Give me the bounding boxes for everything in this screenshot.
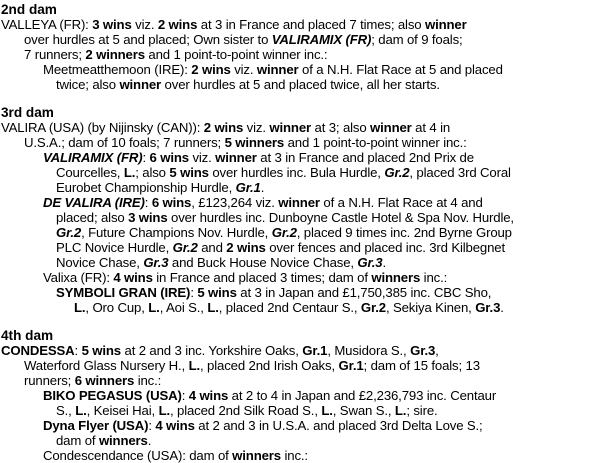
text-line [1, 17, 467, 32]
emphasis-run: Gr.2 [271, 225, 297, 240]
emphasis-run: 5 winners [224, 135, 285, 150]
text-run: U.S.A.; dam of 10 foals; 7 runners; [24, 135, 225, 150]
text-line [56, 210, 514, 225]
emphasis-run: winners [232, 448, 281, 463]
emphasis-run: winner [269, 120, 311, 135]
emphasis-run: winner [370, 120, 412, 135]
text-line [43, 418, 483, 433]
text-run: : [142, 150, 150, 165]
emphasis-run: Gr.1 [338, 358, 364, 373]
text-run: Novice Chase, [56, 255, 144, 270]
text-run: , Sekiya Kinen, [385, 300, 476, 315]
text-run: over hurdles at 5 and placed twice, all her starts. [161, 77, 440, 92]
text-line [56, 225, 512, 240]
text-run: ; also [135, 165, 170, 180]
emphasis-run: Gr.1 [235, 180, 261, 195]
text-run: inc.: [134, 373, 162, 388]
text-run: . [260, 180, 265, 195]
emphasis-run: Gr.1 [302, 343, 328, 358]
text-run: : [74, 343, 82, 358]
emphasis-run: 6 wins [151, 195, 192, 210]
text-line [1, 120, 450, 135]
text-run: inc.: [280, 448, 308, 463]
text-run: over hurdles inc. Bula Hurdle, [208, 165, 385, 180]
text-run: of a N.H. Flat Race at 5 and placed [298, 62, 503, 77]
text-line [43, 388, 496, 403]
section-heading: 4th dam [1, 328, 54, 343]
text-run: Waterford Glass Nursery H., [24, 358, 189, 373]
text-run: , placed 9 times inc. 2nd Byrne Group [296, 225, 512, 240]
text-line [56, 403, 438, 418]
emphasis-run: 3 wins [128, 210, 168, 225]
text-run: , [435, 343, 439, 358]
emphasis-run: winner [278, 195, 320, 210]
text-run: , Future Champions Nov. Hurdle, [81, 225, 272, 240]
emphasis-run: 5 wins [169, 165, 209, 180]
emphasis-run: VALIRAMIX (FR) [43, 150, 143, 165]
text-run: and Buck House Novice Chase, [168, 255, 358, 270]
text-run: VALIRA (USA) (by Nijinsky (CAN)): [1, 120, 204, 135]
emphasis-run: 5 wins [81, 343, 121, 358]
text-line [43, 62, 503, 77]
text-run: Condescendance (USA): dam of [43, 448, 233, 463]
text-line [43, 150, 474, 165]
emphasis-run: CONDESSA [1, 343, 75, 358]
text-run: twice; also [56, 77, 120, 92]
text-run: viz. [230, 62, 257, 77]
text-line [43, 195, 483, 210]
text-run: at 4 in [411, 120, 451, 135]
emphasis-run: Gr.2 [384, 165, 410, 180]
text-run: over hurdles inc. Dunboyne Castle Hotel & Spa Nov. Hurdle, [167, 210, 514, 225]
emphasis-run: 4 wins [113, 270, 153, 285]
emphasis-run: L. [148, 300, 160, 315]
text-run: inc.: [420, 270, 448, 285]
text-run: of a N.H. Flat Race at 4 and [319, 195, 483, 210]
text-line [1, 343, 439, 358]
text-line [43, 270, 447, 285]
emphasis-run: 3 wins [92, 17, 132, 32]
text-line [56, 165, 511, 180]
text-run: viz. [131, 17, 158, 32]
emphasis-run: 5 wins [197, 285, 237, 300]
emphasis-run: 4 wins [155, 418, 195, 433]
text-run: viz. [188, 150, 216, 165]
emphasis-run: 6 winners [74, 373, 135, 388]
emphasis-run: Gr.3 [143, 255, 169, 270]
text-run: in France and placed 3 times; dam of [152, 270, 372, 285]
text-run: at 2 and 3 in U.S.A. and placed 3rd Delta Love S.; [194, 418, 483, 433]
text-run: over hurdles at 5 and placed; Own sister to [24, 32, 272, 47]
section-heading: 2nd dam [1, 2, 57, 17]
emphasis-run: Gr.3 [357, 255, 383, 270]
text-line [43, 448, 308, 463]
emphasis-run: 6 wins [149, 150, 189, 165]
text-run: PLC Novice Hurdle, [56, 240, 173, 255]
emphasis-run: 2 wins [157, 17, 198, 32]
text-line [24, 32, 463, 47]
text-line [24, 373, 161, 388]
text-run: S., [56, 403, 76, 418]
text-run: : [144, 195, 152, 210]
text-run: runners; [24, 373, 75, 388]
emphasis-run: L. [394, 403, 407, 418]
text-run: dam of [56, 433, 99, 448]
text-run: Valixa (FR): [43, 270, 114, 285]
text-run: , placed 2nd Silk Road S., [169, 403, 322, 418]
emphasis-run: SYMBOLI GRAN (IRE) [56, 285, 191, 300]
text-run: , Musidora S., [327, 343, 411, 358]
text-run: . [382, 255, 386, 270]
emphasis-run: DE VALIRA (IRE) [43, 195, 145, 210]
emphasis-run: L. [158, 403, 170, 418]
emphasis-run: winners [371, 270, 421, 285]
text-line [56, 240, 505, 255]
text-run: at 3 in France and placed 2nd Prix de [256, 150, 474, 165]
text-line [56, 77, 440, 92]
emphasis-run: L. [321, 403, 333, 418]
text-run: , Oro Cup, [85, 300, 149, 315]
emphasis-run: BIKO PEGASUS (USA) [43, 388, 182, 403]
text-run: and [197, 240, 227, 255]
emphasis-run: Gr.3 [410, 343, 436, 358]
emphasis-run: 2 wins [203, 120, 244, 135]
text-run: , placed 3rd Coral [409, 165, 511, 180]
text-run: : [181, 388, 189, 403]
text-run: , £123,264 viz. [191, 195, 279, 210]
text-line [56, 285, 491, 300]
text-run: , placed 2nd Irish Oaks, [200, 358, 339, 373]
text-run: , Keisei Hai, [86, 403, 159, 418]
text-run: at 3 in Japan and £1,750,385 inc. CBC Sho, [236, 285, 492, 300]
text-run: placed; also [56, 210, 129, 225]
emphasis-run: VALIRAMIX (FR) [271, 32, 372, 47]
text-line [24, 358, 480, 373]
text-run: over fences and placed inc. 3rd Kilbegnet [265, 240, 505, 255]
text-line [74, 300, 504, 315]
text-line [24, 47, 327, 62]
emphasis-run: 4 wins [188, 388, 229, 403]
text-line [56, 255, 386, 270]
emphasis-run: winner [119, 77, 162, 92]
text-run: and 1 point-to-point winner inc.: [144, 47, 328, 62]
emphasis-run: L. [188, 358, 201, 373]
emphasis-run: winners [98, 433, 148, 448]
emphasis-run: 2 wins [191, 62, 231, 77]
text-line [56, 180, 264, 195]
text-run: and 1 point-to-point winner inc.: [284, 135, 467, 150]
text-run: viz. [243, 120, 270, 135]
text-run: 7 runners; [24, 47, 86, 62]
emphasis-run: Dyna Flyer (USA) [43, 418, 149, 433]
text-run: : [148, 418, 156, 433]
text-run: ; dam of 9 foals; [371, 32, 463, 47]
text-run: , placed 2nd Centaur S., [218, 300, 361, 315]
text-run: at 3; also [311, 120, 371, 135]
text-run: VALLEYA (FR): [1, 17, 93, 32]
text-run: , Swan S., [332, 403, 395, 418]
emphasis-run: L. [74, 300, 86, 315]
emphasis-run: winner [256, 62, 299, 77]
text-run: : [190, 285, 198, 300]
text-run: at 2 to 4 in Japan and £2,236,793 inc. Centaur [228, 388, 497, 403]
text-run: Eurobet Championship Hurdle, [56, 180, 236, 195]
emphasis-run: Gr.2 [360, 300, 386, 315]
text-run: Meetmeatthemoon (IRE): [43, 62, 192, 77]
emphasis-run: winner [215, 150, 257, 165]
emphasis-run: Gr.3 [475, 300, 501, 315]
emphasis-run: 2 wins [226, 240, 266, 255]
text-run: at 2 and 3 inc. Yorkshire Oaks, [121, 343, 303, 358]
emphasis-run: winner [424, 17, 467, 32]
emphasis-run: Gr.2 [172, 240, 198, 255]
text-run: ; dam of 15 foals; 13 [363, 358, 480, 373]
text-line [56, 433, 151, 448]
text-run: Courcelles, [56, 165, 124, 180]
emphasis-run: 2 winners [85, 47, 145, 62]
emphasis-run: L. [207, 300, 219, 315]
text-run: ; sire. [406, 403, 438, 418]
text-run: . [147, 433, 152, 448]
emphasis-run: Gr.2 [56, 225, 82, 240]
text-run: , Aoi S., [159, 300, 208, 315]
emphasis-run: L. [75, 403, 87, 418]
section-heading: 3rd dam [1, 105, 54, 120]
text-run: at 3 in France and placed 7 times; also [197, 17, 425, 32]
emphasis-run: L. [123, 165, 136, 180]
text-run: . [500, 300, 504, 315]
text-line [24, 135, 467, 150]
